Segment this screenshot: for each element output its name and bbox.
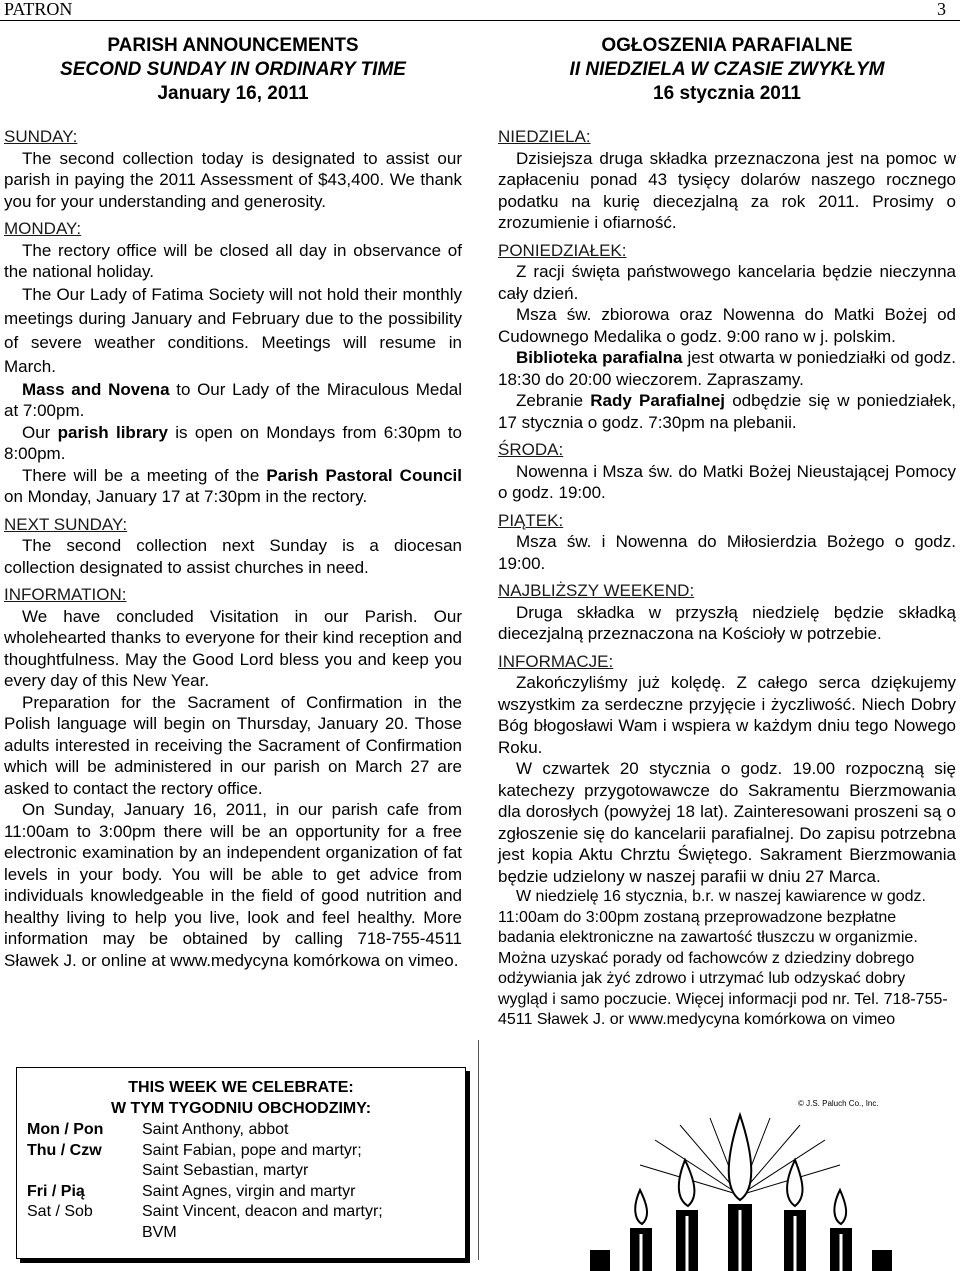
day-cell [27, 1161, 142, 1182]
table-row [27, 1120, 383, 1141]
paragraph: W czwartek 20 stycznia o godz. 19.00 rozpoczną się katechezy przygotowawcze do Sakramentu Bierzmowania dla dorosłych (powyżej 18 lat). Zainteresowani proszeni są o zgłoszenie się do kancelarii parafialnej. Do zapisu potrzebna jest kopia Aktu Chrztu Świętego. Sakrament Bierzmowania będzie udzielony w naszej parafii w dniu 27 Marca. [498, 759, 956, 886]
paragraph: Preparation for the Sacrament of Confirmation in the Polish language will begin on Thursday, January 20. Those adults interested in receiving the Sacrament of Confirmation which will be administered in our parish on March 27 are asked to contact the rectory office. [4, 692, 462, 798]
bold-text: Rady Parafialnej [590, 391, 726, 410]
paragraph: The Our Lady of Fatima Society will not hold their monthly meetings during January and February due to the possibility of severe weather conditions. Meetings will resume in March. [4, 284, 462, 376]
bold-text: Biblioteka parafialna [516, 348, 683, 367]
newsletter-name: PATRON [4, 0, 73, 19]
english-title [4, 34, 462, 106]
paragraph: Z racji święta państwowego kancelaria będzie nieczynna cały dzień. [498, 262, 956, 303]
saint-cell: Saint Anthony, abbot [142, 1121, 289, 1138]
title-line-2: II NIEDZIELA W CZASIE ZWYKŁYM [569, 59, 885, 80]
polish-column [498, 34, 956, 1031]
polish-title [498, 34, 956, 106]
day-cell: Thu / Czw [27, 1141, 102, 1159]
text: to Our Lady of the Miraculous Medal at 7:00pm. [4, 379, 463, 420]
paragraph: Msza św. zbiorowa oraz Nowenna do Matki Bożej od Cudownego Medalika o godz. 9:00 rano w j. polskim. [498, 305, 956, 346]
english-column [4, 34, 462, 971]
bold-text: Mass and Novena [22, 379, 170, 399]
day-cell [27, 1223, 142, 1244]
box-heading [17, 1078, 465, 1119]
saint-cell: Saint Sebastian, martyr [142, 1162, 309, 1179]
paragraph: W niedzielę 16 stycznia, b.r. w naszej kawiarence w godz. 11:00am do 3:00pm zostaną przeprowadzone bezpłatne badania elektroniczne na zawartość tłuszczu w organizmie. Można uzyskać porady od fachowców z dziedziny dobrego odżywiania jak żyć zdrowo i utrzymać lub odzyskać dobry wygląd i samo poczucie. Więcej informacji pod nr. Tel. 718-755-4511 Sławek J. or www.medycyna komórkowa on vimeo [498, 888, 948, 1028]
title-line-1: PARISH ANNOUNCEMENTS [107, 35, 359, 56]
saint-cell: BVM [142, 1223, 177, 1241]
paragraph: The second collection today is designated to assist our parish in paying the 2011 Assessment of $43,400. We thank you for your understanding and generosity. [4, 148, 462, 211]
section-heading-sunday: SUNDAY: [4, 127, 78, 146]
paragraph: The second collection next Sunday is a diocesan collection designated to assist churches in need. [4, 536, 462, 577]
table-row [27, 1202, 383, 1223]
paragraph: Nowenna i Msza św. do Matki Bożej Nieustającej Pomocy o godz. 19:00. [498, 461, 956, 502]
bold-text: Parish Pastoral Council [266, 465, 463, 485]
section-heading-niedziela: NIEDZIELA: [498, 127, 591, 146]
saint-cell: Saint Vincent, deacon and martyr; [142, 1203, 383, 1220]
text: is open on Mondays from 6:30pm to 8:00pm. [4, 422, 463, 463]
day-cell: Sat / Sob [27, 1203, 93, 1220]
day-cell: Mon / Pon [27, 1121, 104, 1138]
section-heading-informacje: INFORMACJE: [498, 651, 614, 671]
text: jest otwarta w poniedziałki od godz. 18:30 do 20:00 wieczorem. Zapraszamy. [498, 348, 956, 389]
table-row [27, 1161, 383, 1182]
paragraph [4, 379, 462, 422]
candles-artwork [560, 1100, 920, 1271]
paragraph: On Sunday, January 16, 2011, in our parish cafe from 11:00am to 3:00pm there will be an opportunity for a free electronic examination by an independent organization of fat levels in your body. You will be able to get advice from individuals knowledgeable in the field of good nutrition and healthy living to help you live, look and feel healthy. More information may be obtained by calling 718-755-4511 Sławek J. or online at www.medycyna komórkowa on vimeo. [4, 800, 462, 970]
table-row [27, 1141, 383, 1162]
text: Our [22, 422, 58, 442]
feast-table [27, 1120, 383, 1243]
feast-days-box [16, 1067, 466, 1259]
section-heading-information: INFORMATION: [4, 585, 127, 604]
paragraph: Zakończyliśmy już kolędę. Z całego serca dziękujemy wszystkim za serdeczne przyjęcie i życzliwość. Niech Dobry Bóg błogosławi Wam i wspiera w każdym dniu tego Nowego Roku. [498, 673, 956, 757]
section-heading-najblizszy-weekend: NAJBLIŻSZY WEEKEND: [498, 581, 695, 600]
text: Zebranie [516, 391, 591, 410]
saint-cell: Saint Agnes, virgin and martyr [142, 1182, 356, 1200]
title-line-1: OGŁOSZENIA PARAFIALNE [601, 35, 853, 56]
section-heading-sroda: ŚRODA: [498, 440, 564, 459]
section-heading-monday: MONDAY: [4, 219, 82, 238]
paragraph: Msza św. i Nowenna do Miłosierdzia Bożego o godz. 19:00. [498, 532, 956, 573]
paragraph [498, 347, 956, 390]
paragraph [4, 422, 462, 465]
title-date: 16 stycznia 2011 [653, 83, 801, 104]
candle-highlights [641, 1210, 841, 1271]
day-cell: Fri / Pią [27, 1182, 85, 1200]
paragraph: The rectory office will be closed all day in observance of the national holiday. [4, 240, 462, 281]
saint-cell: Saint Fabian, pope and martyr; [142, 1141, 362, 1159]
text: odbędzie się w poniedziałek, 17 stycznia o godz. 7:30pm na plebanii. [498, 391, 956, 432]
table-row [27, 1223, 383, 1244]
bold-text: parish library [57, 422, 168, 442]
box-heading-english: THIS WEEK WE CELEBRATE: [128, 1079, 354, 1096]
text: There will be a meeting of the [22, 465, 267, 485]
paragraph [4, 465, 462, 508]
table-row [27, 1182, 383, 1203]
paragraph [498, 390, 956, 433]
copyright-caption: © J.S. Paluch Co., Inc. [798, 1100, 879, 1108]
paragraph: We have concluded Visitation in our Parish. Our wholehearted thanks to everyone for their kind reception and thoughtfulness. May the Good Lord bless you and keep you every day of this New Year. [4, 606, 462, 690]
text: on Monday, January 17 at 7:30pm in the rectory. [4, 487, 368, 506]
section-heading-piatek: PIĄTEK: [498, 510, 564, 530]
section-heading-poniedzialek: PONIEDZIAŁEK: [498, 240, 627, 260]
title-line-2: SECOND SUNDAY IN ORDINARY TIME [60, 59, 406, 80]
section-heading-next-sunday: NEXT SUNDAY: [4, 514, 128, 534]
box-heading-polish: W TYM TYGODNIU OBCHODZIMY: [110, 1099, 372, 1117]
column-divider [478, 1040, 479, 1260]
page-header [0, 0, 960, 21]
page-number: 3 [937, 0, 946, 19]
paragraph: Druga składka w przyszłą niedzielę będzie składką diecezjalną przeznaczona na Kościoły w potrzebie. [498, 602, 956, 643]
title-date: January 16, 2011 [157, 83, 309, 104]
paragraph: Dzisiejsza druga składka przeznaczona jest na pomoc w zapłaceniu ponad 43 tysięcy dolarów naszego rocznego podatku na kurię diecezjalną za rok 2011. Prosimy o zrozumienie i ofiarność. [498, 148, 956, 232]
